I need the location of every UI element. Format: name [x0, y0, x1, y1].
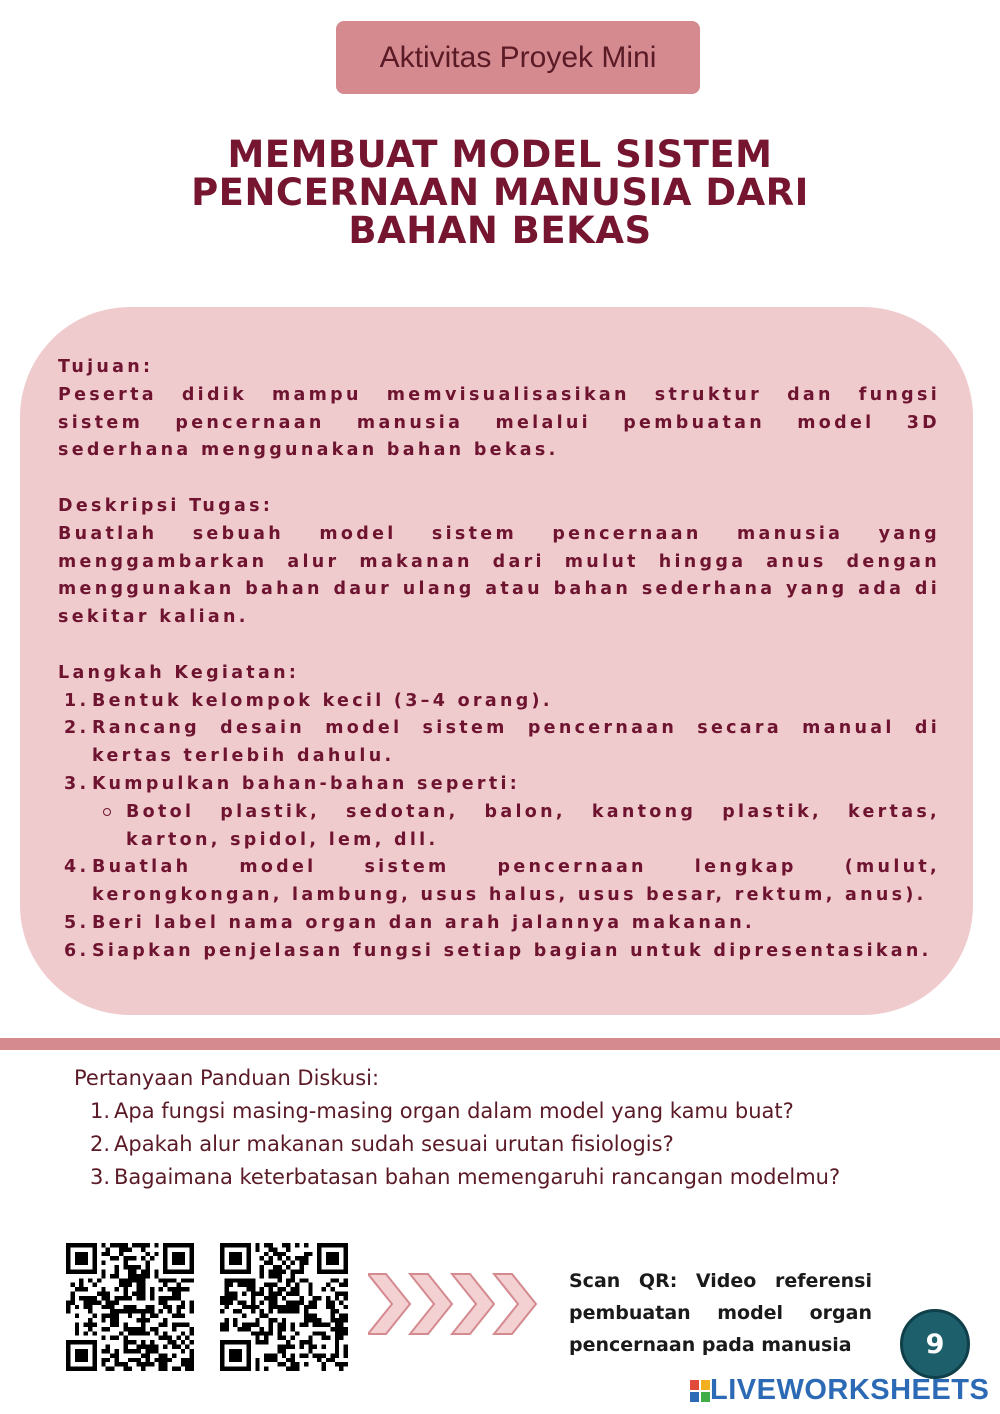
step-item [58, 854, 940, 910]
discussion-heading: Pertanyaan Panduan Diskusi: [74, 1066, 380, 1090]
step-item [58, 910, 940, 938]
step-text: Bentuk kelompok kecil (3–4 orang). [92, 690, 553, 711]
step-item [58, 938, 940, 966]
question-text: Apa fungsi masing-masing organ dalam model yang kamu buat? [114, 1099, 794, 1123]
deskripsi-heading: Deskripsi Tugas: [58, 495, 274, 516]
activity-badge: Aktivitas Proyek Mini [336, 21, 700, 94]
scan-instruction: Scan QR: Video referensi pembuatan model organ pencernaan pada manusia [569, 1270, 872, 1356]
question-text: Apakah alur makanan sudah sesuai urutan fisiologis? [114, 1132, 674, 1156]
deskripsi-text: Buatlah sebuah model sistem pencernaan manusia yang menggambarkan alur makanan dari mulut hingga anus dengan menggunakan bahan daur ulang atau bahan sederhana yang ada di sekitar kalian. [58, 523, 940, 628]
langkah-heading: Langkah Kegiatan: [58, 662, 300, 683]
step-text: Kumpulkan bahan-bahan seperti: [92, 773, 521, 794]
question-text: Bagaimana keterbatasan bahan memengaruhi rancangan modelmu? [114, 1165, 841, 1189]
page-number-badge: 9 [900, 1309, 970, 1379]
question-item [74, 1095, 840, 1128]
brand-name: LIVEWORKSHEETS [710, 1374, 990, 1406]
question-item [74, 1128, 840, 1161]
step-number: 5. [64, 912, 90, 933]
discussion-section [74, 1062, 840, 1194]
steps-list-continued [58, 854, 940, 965]
materials-text: Botol plastik, sedotan, balon, kantong plastik, kertas, karton, spidol, lem, dll. [126, 801, 940, 850]
task-content [58, 354, 940, 966]
section-divider [0, 1038, 1000, 1050]
step-number: 3. [64, 773, 90, 794]
title-line-1: MEMBUAT MODEL SISTEM [227, 133, 773, 176]
materials-item [58, 799, 940, 855]
question-number: 2. [90, 1132, 111, 1156]
step-number: 1. [64, 690, 90, 711]
tujuan-heading: Tujuan: [58, 357, 154, 377]
qr-code-icon[interactable] [66, 1243, 194, 1371]
title-line-3: BAHAN BEKAS [348, 209, 652, 252]
question-number: 3. [90, 1165, 111, 1189]
step-text: Rancang desain model sistem pencernaan secara manual di kertas terlebih dahulu. [92, 718, 940, 767]
liveworksheets-brand [690, 1374, 989, 1407]
circle-bullet-icon [103, 808, 111, 816]
step-number: 6. [64, 940, 90, 961]
step-text: Beri label nama organ dan arah jalannya makanan. [92, 912, 755, 933]
steps-list [58, 688, 940, 799]
title-line-2: PENCERNAAN MANUSIA DARI [191, 171, 809, 214]
qr-code-icon[interactable] [220, 1243, 348, 1371]
chevron-arrows-icon [368, 1272, 543, 1336]
step-text: Siapkan penjelasan fungsi setiap bagian untuk dipresentasikan. [92, 940, 932, 961]
question-number: 1. [90, 1099, 111, 1123]
step-number: 2. [64, 718, 90, 739]
liveworksheets-logo-icon [690, 1380, 710, 1402]
tujuan-text: Peserta didik mampu memvisualisasikan struktur dan fungsi sistem pencernaan manusia melalui pembuatan model 3D sederhana menggunakan bahan bekas. [58, 384, 940, 461]
step-item [58, 688, 940, 716]
step-number: 4. [64, 857, 90, 878]
step-item [58, 771, 940, 799]
page-title [100, 133, 900, 252]
question-item [74, 1161, 840, 1194]
step-text: Buatlah model sistem pencernaan lengkap (mulut, kerongkongan, lambung, usus halus, usus besar, rektum, anus). [92, 857, 940, 906]
step-item [58, 715, 940, 771]
materials-list [58, 799, 940, 855]
